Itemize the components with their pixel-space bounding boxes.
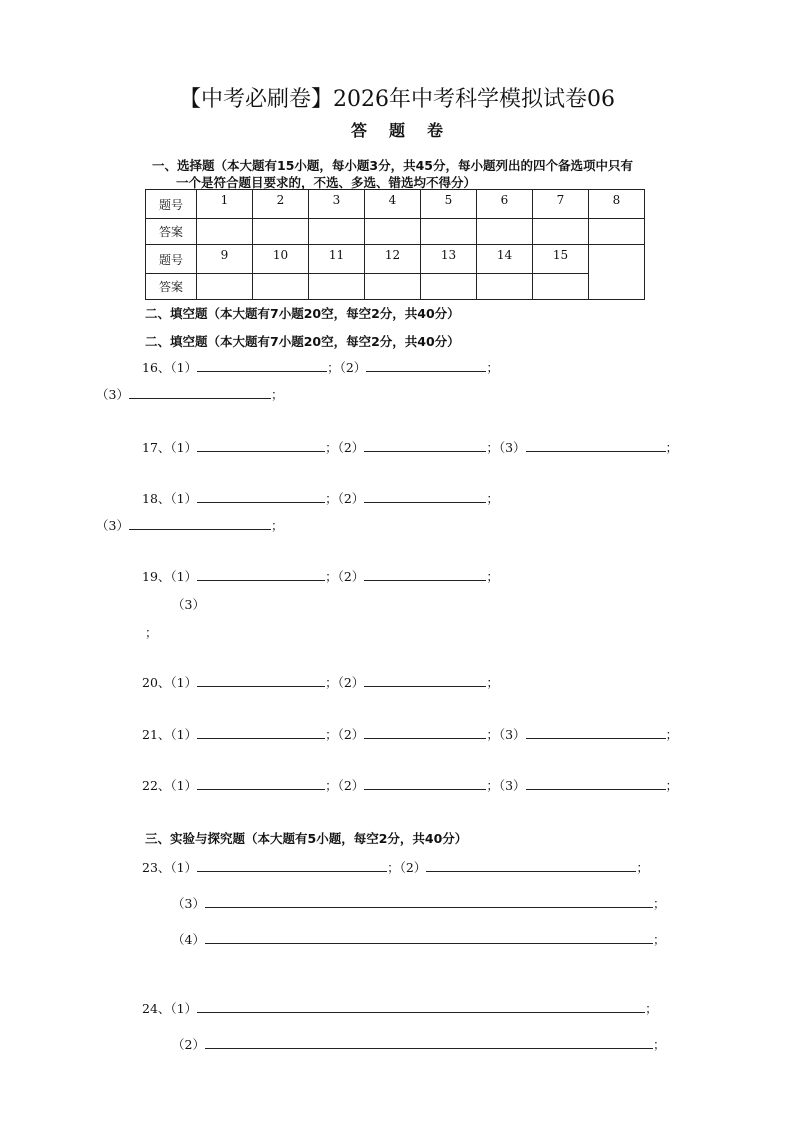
answer-cell[interactable] — [365, 219, 421, 245]
part-label: ；（2） — [327, 360, 367, 375]
answer-cell[interactable] — [365, 274, 421, 300]
empty-cell — [589, 245, 645, 300]
answer-blank[interactable] — [197, 490, 325, 503]
question-label: 16、（1） — [142, 360, 198, 375]
question-17 — [142, 438, 678, 456]
answer-cell[interactable] — [477, 219, 533, 245]
answer-blank[interactable] — [129, 517, 271, 530]
answer-blank[interactable] — [526, 439, 666, 452]
answer-blank[interactable] — [205, 1036, 653, 1049]
part-label: （3） — [172, 896, 205, 911]
separator: ； — [665, 778, 679, 793]
answer-blank[interactable] — [197, 777, 325, 790]
question-label: 20、（1） — [142, 675, 198, 690]
answer-blank[interactable] — [197, 359, 327, 372]
answer-blank[interactable] — [197, 674, 325, 687]
answer-cell[interactable] — [309, 274, 365, 300]
separator: ； — [652, 896, 666, 911]
answer-cell[interactable] — [589, 219, 645, 245]
question-number: 15 — [533, 245, 589, 274]
answer-blank[interactable] — [205, 895, 653, 908]
question-18 — [142, 489, 499, 507]
question-19-part3-end: ； — [145, 625, 158, 640]
answer-cell[interactable] — [477, 274, 533, 300]
question-number: 10 — [253, 245, 309, 274]
answer-cell[interactable] — [253, 274, 309, 300]
question-24 — [142, 999, 658, 1017]
question-24-part2 — [172, 1035, 665, 1053]
separator: ； — [270, 387, 284, 402]
part-label: ；（2） — [325, 440, 365, 455]
separator: ； — [486, 569, 499, 584]
table-row — [146, 245, 645, 274]
answer-cell[interactable] — [309, 219, 365, 245]
question-19-part3-label: （3） — [172, 597, 205, 612]
answer-blank[interactable] — [197, 439, 325, 452]
page-subtitle: 答题卷 — [350, 121, 465, 140]
table-row — [146, 219, 645, 245]
part-label: ；（2） — [325, 778, 365, 793]
question-number: 14 — [477, 245, 533, 274]
question-22 — [142, 776, 678, 794]
section2-heading-repeat: 二、填空题（本大题有7小题20空，每空2分，共40分） — [145, 334, 460, 349]
question-number: 6 — [477, 190, 533, 219]
answer-cell[interactable] — [197, 219, 253, 245]
answer-cell[interactable] — [533, 219, 589, 245]
label-question-number: 题号 — [146, 190, 197, 219]
answer-blank[interactable] — [364, 439, 486, 452]
answer-blank[interactable] — [197, 1000, 645, 1013]
section1-heading-line1: 一、选择题（本大题有15小题，每小题3分，共45分，每小题列出的四个备选项中只有 — [152, 158, 633, 173]
answer-blank[interactable] — [129, 386, 271, 399]
separator: ； — [665, 727, 679, 742]
separator: ； — [486, 491, 499, 506]
part-label: ；（3） — [486, 778, 526, 793]
separator: ； — [270, 518, 284, 533]
section2-heading: 二、填空题（本大题有7小题20空，每空2分，共40分） — [145, 306, 460, 321]
question-label: 22、（1） — [142, 778, 198, 793]
question-label: 19、（1） — [142, 569, 198, 584]
label-question-number: 题号 — [146, 245, 197, 274]
answer-blank[interactable] — [364, 726, 486, 739]
separator: ； — [486, 675, 499, 690]
separator: ； — [652, 932, 666, 947]
part-label: ；（3） — [486, 727, 526, 742]
answer-grid — [145, 189, 645, 300]
separator: ； — [486, 360, 499, 375]
part-label: ；（2） — [325, 727, 365, 742]
separator: ； — [652, 1037, 666, 1052]
separator: ； — [636, 860, 649, 875]
label-answer: 答案 — [146, 274, 197, 300]
answer-blank[interactable] — [364, 568, 486, 581]
question-number: 9 — [197, 245, 253, 274]
answer-blank[interactable] — [364, 490, 486, 503]
question-label: 18、（1） — [142, 491, 198, 506]
answer-blank[interactable] — [366, 359, 486, 372]
label-answer: 答案 — [146, 219, 197, 245]
answer-cell[interactable] — [253, 219, 309, 245]
part-label: ；（2） — [325, 675, 365, 690]
question-21 — [142, 725, 678, 743]
question-number: 4 — [365, 190, 421, 219]
question-number: 5 — [421, 190, 477, 219]
question-23-part4 — [172, 930, 665, 948]
part-label: ；（3） — [486, 440, 526, 455]
table-row — [146, 274, 645, 300]
question-number: 1 — [197, 190, 253, 219]
page-title: 【中考必刷卷】2026年中考科学模拟试卷06 — [179, 87, 615, 112]
part-label: （4） — [172, 932, 205, 947]
question-number: 7 — [533, 190, 589, 219]
answer-blank[interactable] — [197, 726, 325, 739]
answer-blank[interactable] — [426, 859, 636, 872]
question-number: 11 — [309, 245, 365, 274]
part-label: ；（2） — [387, 860, 427, 875]
question-18-part3 — [96, 516, 283, 534]
answer-cell[interactable] — [197, 274, 253, 300]
separator: ； — [665, 440, 679, 455]
answer-blank[interactable] — [205, 931, 653, 944]
question-number: 12 — [365, 245, 421, 274]
question-16-part3 — [96, 385, 283, 403]
table-row — [146, 190, 645, 219]
part-label: （2） — [172, 1037, 205, 1052]
question-number: 3 — [309, 190, 365, 219]
question-number: 2 — [253, 190, 309, 219]
question-label: 24、（1） — [142, 1001, 198, 1016]
question-23-part3 — [172, 894, 665, 912]
question-number: 13 — [421, 245, 477, 274]
question-number: 8 — [589, 190, 645, 219]
answer-blank[interactable] — [364, 674, 486, 687]
answer-blank[interactable] — [197, 859, 387, 872]
question-16 — [142, 358, 499, 376]
section1-heading-line2: 一个是符合题目要求的，不选、多选、错选均不得分） — [176, 175, 477, 190]
question-label: 17、（1） — [142, 440, 198, 455]
question-label: 23、（1） — [142, 860, 198, 875]
section3-heading: 三、实验与探究题（本大题有5小题，每空2分，共40分） — [145, 831, 468, 846]
separator: ； — [645, 1001, 658, 1016]
part-label: ；（2） — [325, 569, 365, 584]
part-label: ；（2） — [325, 491, 365, 506]
answer-blank[interactable] — [526, 777, 666, 790]
question-19 — [142, 567, 499, 585]
answer-cell[interactable] — [421, 219, 477, 245]
question-20 — [142, 673, 499, 691]
answer-cell[interactable] — [421, 274, 477, 300]
answer-blank[interactable] — [364, 777, 486, 790]
answer-blank[interactable] — [526, 726, 666, 739]
question-label: 21、（1） — [142, 727, 198, 742]
answer-blank[interactable] — [197, 568, 325, 581]
part-label: （3） — [96, 518, 129, 533]
answer-cell[interactable] — [533, 274, 589, 300]
question-23 — [142, 858, 649, 876]
part-label: （3） — [96, 387, 129, 402]
